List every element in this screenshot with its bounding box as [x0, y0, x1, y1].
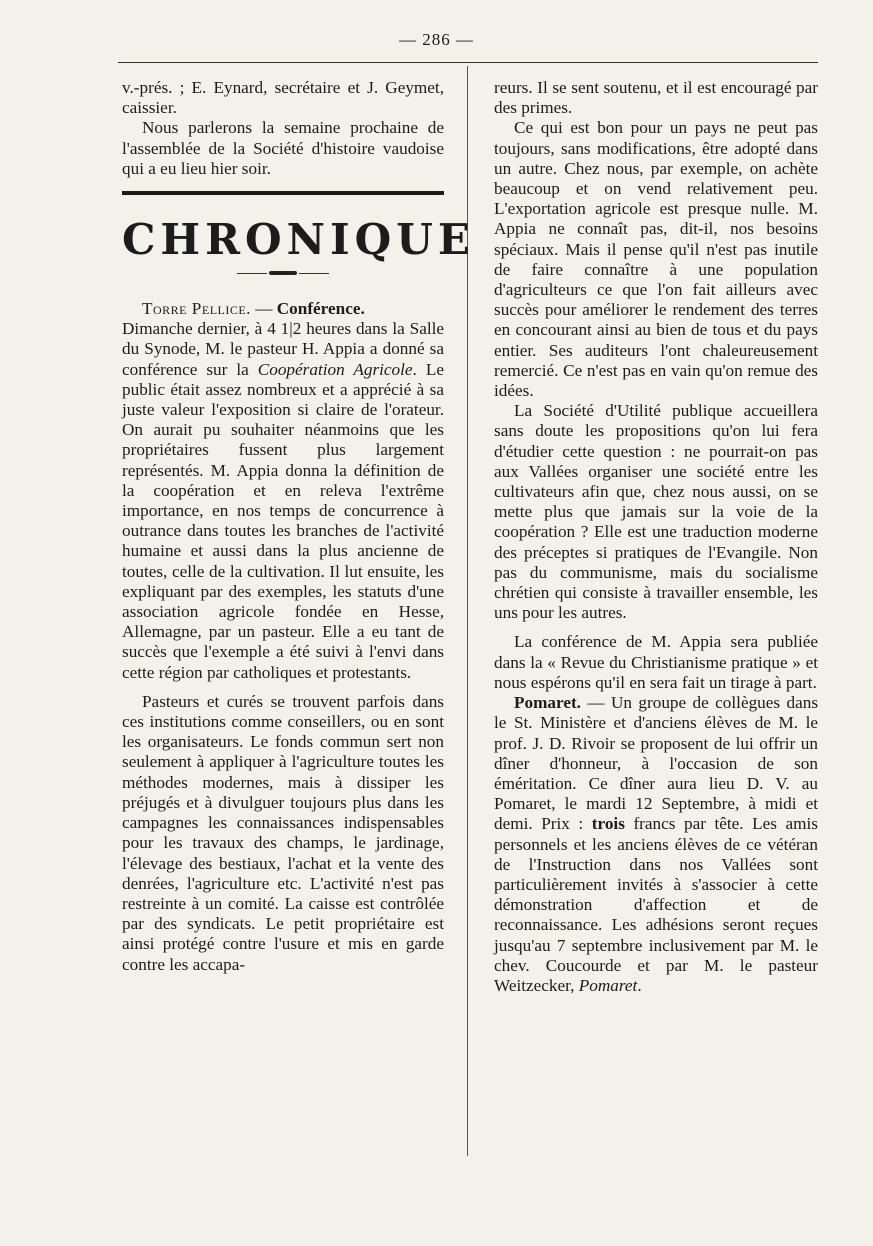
article-dash: —	[250, 299, 277, 319]
article-text-a: Dimanche dernier, à 4 1|2 heures dans la Salle du Synode, M. le pasteur H. Appia a donné sa conférence sur la	[122, 319, 444, 379]
pomaret-text-a: Un groupe de collègues dans le St. Ministère et d'anciens élèves de M. le prof. J. D. Rivoir se proposent de lui offrir un dîner d'honneur, à l'occasion de son éméritation. Ce dîner aura lieu D. V. au Pomaret, le mardi 12 Septembre, à midi et demi. Prix :	[494, 693, 819, 834]
article-text-b: . Le public était assez nombreux et a apprécié à sa juste valeur l'exposition si claire de l'orateur. On aurait pu souhaiter néanmoins que les propriétaires fussent plus largement représentés. M. Appia donna la définition de la coopération et en releva l'extrême importance, en nos temps de concurrence à outrance dans toutes les branches de l'activité humaine et aussi dans la plus ancienne de toutes, celle de la cultivation. Il lut ensuite, les expliquant par des exemples, les statuts d'une association agricole fondée en Hesse, Allemagne, par un pasteur. Elle a eu tant de succès que l'exemple a été suivi à l'envi dans cette région par catholiques et protestants.	[122, 359, 444, 682]
pomaret-text-end: .	[637, 975, 642, 995]
left-column	[122, 78, 475, 975]
article-italic-title: Coopération Agricole	[257, 359, 413, 379]
article-torre-pellice-p2: Pasteurs et curés se trouvent parfois dans ces institutions comme conseillers, ou en sont les organisateurs. Le fonds commun sert non seulement à appliquer à l'agriculture toutes les méthodes modernes, mais à dissiper les préjugés et à divulguer toujours plus dans les campagnes les connaissances indispensables pour les travaux des champs, le jardinage, l'élevage des bestiaux, l'achat et la vente des denrées, l'agriculture etc. L'activité n'est pas restreinte à un comité. La caisse est contrôlée par des syndicats. Le petit propriétaire est ainsi protégé contre l'usure et mis en garde contre les accapa-	[122, 691, 444, 974]
intro-paragraph-1: v.-prés. ; E. Eynard, secrétaire et J. Geymet, caissier.	[122, 78, 444, 118]
intro-paragraph-2: Nous parlerons la semaine prochaine de l'assemblée de la Société d'histoire vaudoise qui a eu lieu hier soir.	[122, 118, 444, 178]
ornament-bar-right	[299, 273, 329, 274]
pomaret-bold-price: trois	[591, 814, 625, 834]
paragraph-2: Ce qui est bon pour un pays ne peut pas toujours, sans modifications, être adopté dans un autre. Chez nous, par exemple, on achète beaucoup et on vend relativement peu. L'exportation agricole est presque nulle. M. Appia ne connaît pas, dit-il, nos besoins spéciaux. Mais il pense qu'il n'est pas inutile de faire connaître à une population d'agriculteurs ce que l'on fait ailleurs avec succès pour améliorer le rendement des terres en concourant ainsi au bien de tous et du pays entier. Ses auditeurs l'ont chaleureusement remercié. Ce n'est pas en vain qu'on remue des idées.	[494, 118, 818, 401]
right-column	[494, 78, 818, 996]
paragraph-3: La Société d'Utilité publique accueillera sans doute les propositions qu'on lui fera d'étudier cette question : ne pourrait-on pas aux Vallées organiser une société entre les cultivateurs afin que, chez nous aussi, on se mette plus que jamais sur la voie de la coopération ? Elle est une traduction moderne des préceptes si pratiques de l'Evangile. Non pas du communisme, mais du socialisme chrétien qui consiste à travailler ensemble, les uns pour les autres.	[494, 401, 818, 623]
page-number: — 286 —	[399, 30, 474, 49]
section-rule	[122, 191, 444, 195]
section-title: CHRONIQUE	[122, 215, 475, 265]
article-place: Torre Pellice.	[142, 299, 251, 319]
pomaret-dash: —	[580, 693, 611, 713]
pomaret-heading: Pomaret.	[514, 693, 581, 713]
article-torre-pellice-p1	[122, 299, 444, 683]
header-rule	[118, 62, 818, 63]
article-heading: Conférence.	[276, 299, 365, 319]
ornament-bar-left	[237, 273, 267, 274]
continuation-paragraph: reurs. Il se sent soutenu, et il est encouragé par des primes.	[494, 78, 818, 118]
article-pomaret	[494, 693, 818, 996]
paragraph-4: La conférence de M. Appia sera publiée dans la « Revue du Christianisme pratique » et nous espérons qu'il en sera fait un tirage à part.	[494, 632, 818, 692]
ornament-center	[269, 271, 297, 275]
pomaret-italic-place: Pomaret	[578, 975, 638, 995]
title-ornament	[122, 271, 444, 275]
pomaret-text-b: francs par tête. Les amis personnels et les anciens élèves de ce vétéran de l'Instruction dans nos Vallées sont particulièrement invités à s'associer à cette démonstration d'affection et de reconnaissance. Les adhésions seront reçues jusqu'au 7 septembre inclusivement par M. le chev. Coucourde et par M. le pasteur Weitzecker,	[494, 814, 818, 995]
